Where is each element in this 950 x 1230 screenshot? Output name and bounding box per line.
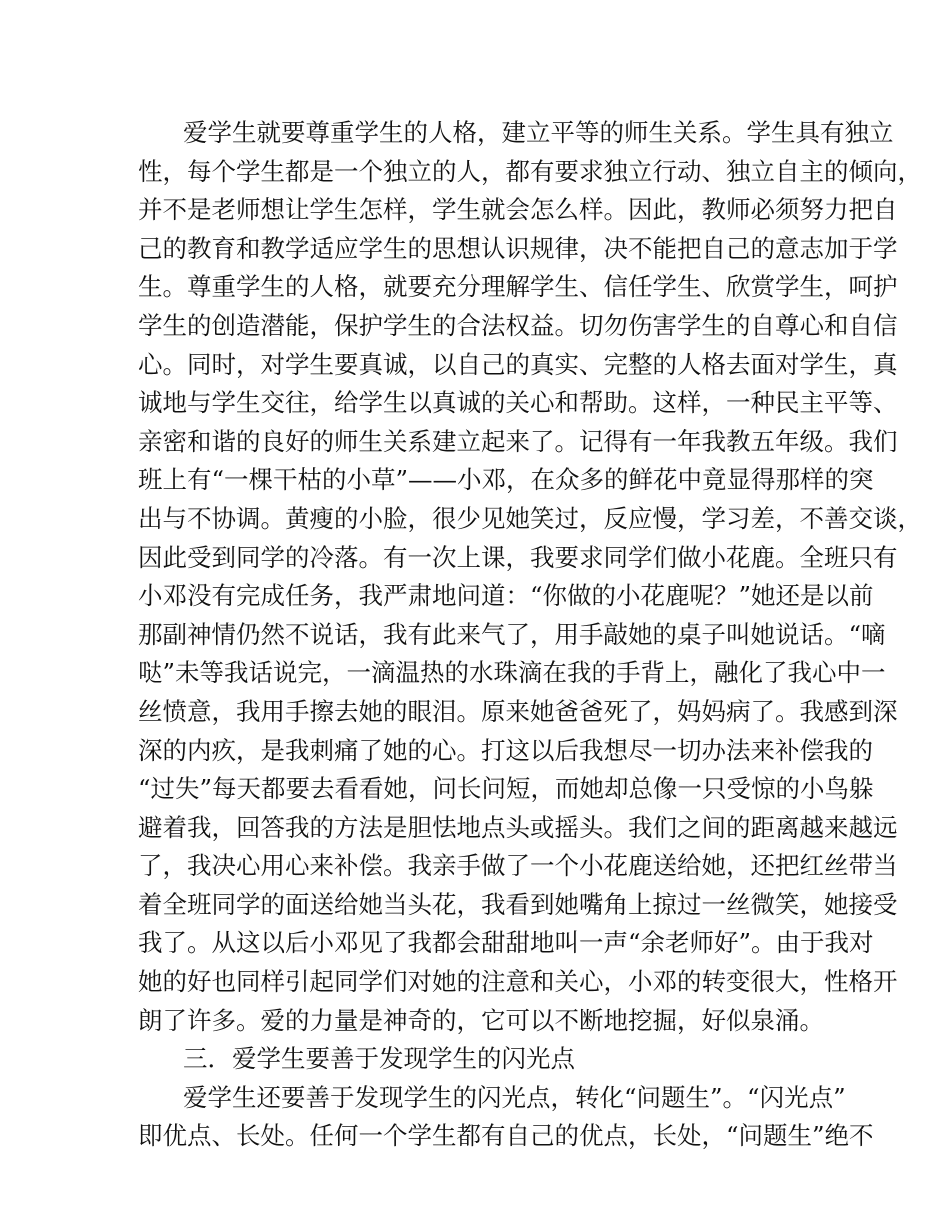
paragraph-line: 深的内疚，是我刺痛了她的心。打这以后我想尽一切办法来补偿我的 [138,735,873,765]
paragraph-line: 亲密和谐的良好的师生关系建立起来了。记得有一年我教五年级。我们 [138,426,898,456]
paragraph-line: 我了。从这以后小邓见了我都会甜甜地叫一声“余老师好”。由于我对 [138,928,874,958]
paragraph-line: 因此受到同学的冷落。有一次上课，我要求同学们做小花鹿。全班只有 [138,542,898,572]
paragraph-line: 诚地与学生交往，给学生以真诚的关心和帮助。这样，一种民主平等、 [138,388,898,418]
paragraph-line: 朗了许多。爱的力量是神奇的，它可以不断地挖掘，好似泉涌。 [138,1005,824,1035]
paragraph-line: 爱学生还要善于发现学生的闪光点，转化“问题生”。“闪光点” [183,1082,846,1112]
paragraph-line: 班上有“一棵干枯的小草”——小邓，在众多的鲜花中竟显得那样的突 [138,465,874,495]
paragraph-line: “过失”每天都要去看看她，问长问短，而她却总像一只受惊的小鸟躲 [138,774,874,804]
paragraph-line: 小邓没有完成任务，我严肃地问道：“你做的小花鹿呢？”她还是以前 [138,581,874,611]
paragraph-line: 哒”未等我话说完，一滴温热的水珠滴在我的手背上，融化了我心中一 [138,658,886,688]
paragraph-line: 并不是老师想让学生怎样，学生就会怎么样。因此，教师必须努力把自 [138,195,898,225]
paragraph-line: 生。尊重学生的人格，就要充分理解学生、信任学生、欣赏学生，呵护 [138,272,898,302]
paragraph-line: 她的好也同样引起同学们对她的注意和关心，小邓的转变很大，性格开 [138,967,898,997]
paragraph-line: 了，我决心用心来补偿。我亲手做了一个小花鹿送给她，还把红丝带当 [138,851,898,881]
paragraph-line: 爱学生就要尊重学生的人格，建立平等的师生关系。学生具有独立 [183,118,894,147]
paragraph-line: 学生的创造潜能，保护学生的合法权益。切勿伤害学生的自尊心和自信 [138,310,898,340]
paragraph-line: 那副神情仍然不说话，我有此来气了，用手敲她的桌子叫她说话。“嘀 [138,619,886,649]
section-heading: 三．爱学生要善于发现学生的闪光点 [183,1044,575,1074]
paragraph-line: 避着我，回答我的方法是胆怯地点头或摇头。我们之间的距离越来越远 [138,812,898,842]
paragraph-line: 出与不协调。黄瘦的小脸，很少见她笑过，反应慢，学习差，不善交谈， [138,503,922,533]
paragraph-line: 心。同时，对学生要真诚，以自己的真实、完整的人格去面对学生，真 [138,349,898,379]
paragraph-line: 着全班同学的面送给她当头花，我看到她嘴角上掠过一丝微笑，她接受 [138,889,898,919]
paragraph-line: 丝愤意，我用手擦去她的眼泪。原来她爸爸死了，妈妈病了。我感到深 [138,696,898,726]
paragraph-line: 即优点、长处。任何一个学生都有自己的优点，长处，“问题生”绝不 [138,1121,874,1151]
paragraph-line: 己的教育和教学适应学生的思想认识规律，决不能把自己的意志加于学 [138,233,898,263]
paragraph-line: 性，每个学生都是一个独立的人，都有要求独立行动、独立自主的倾向， [138,156,922,186]
document-body [138,114,922,1156]
